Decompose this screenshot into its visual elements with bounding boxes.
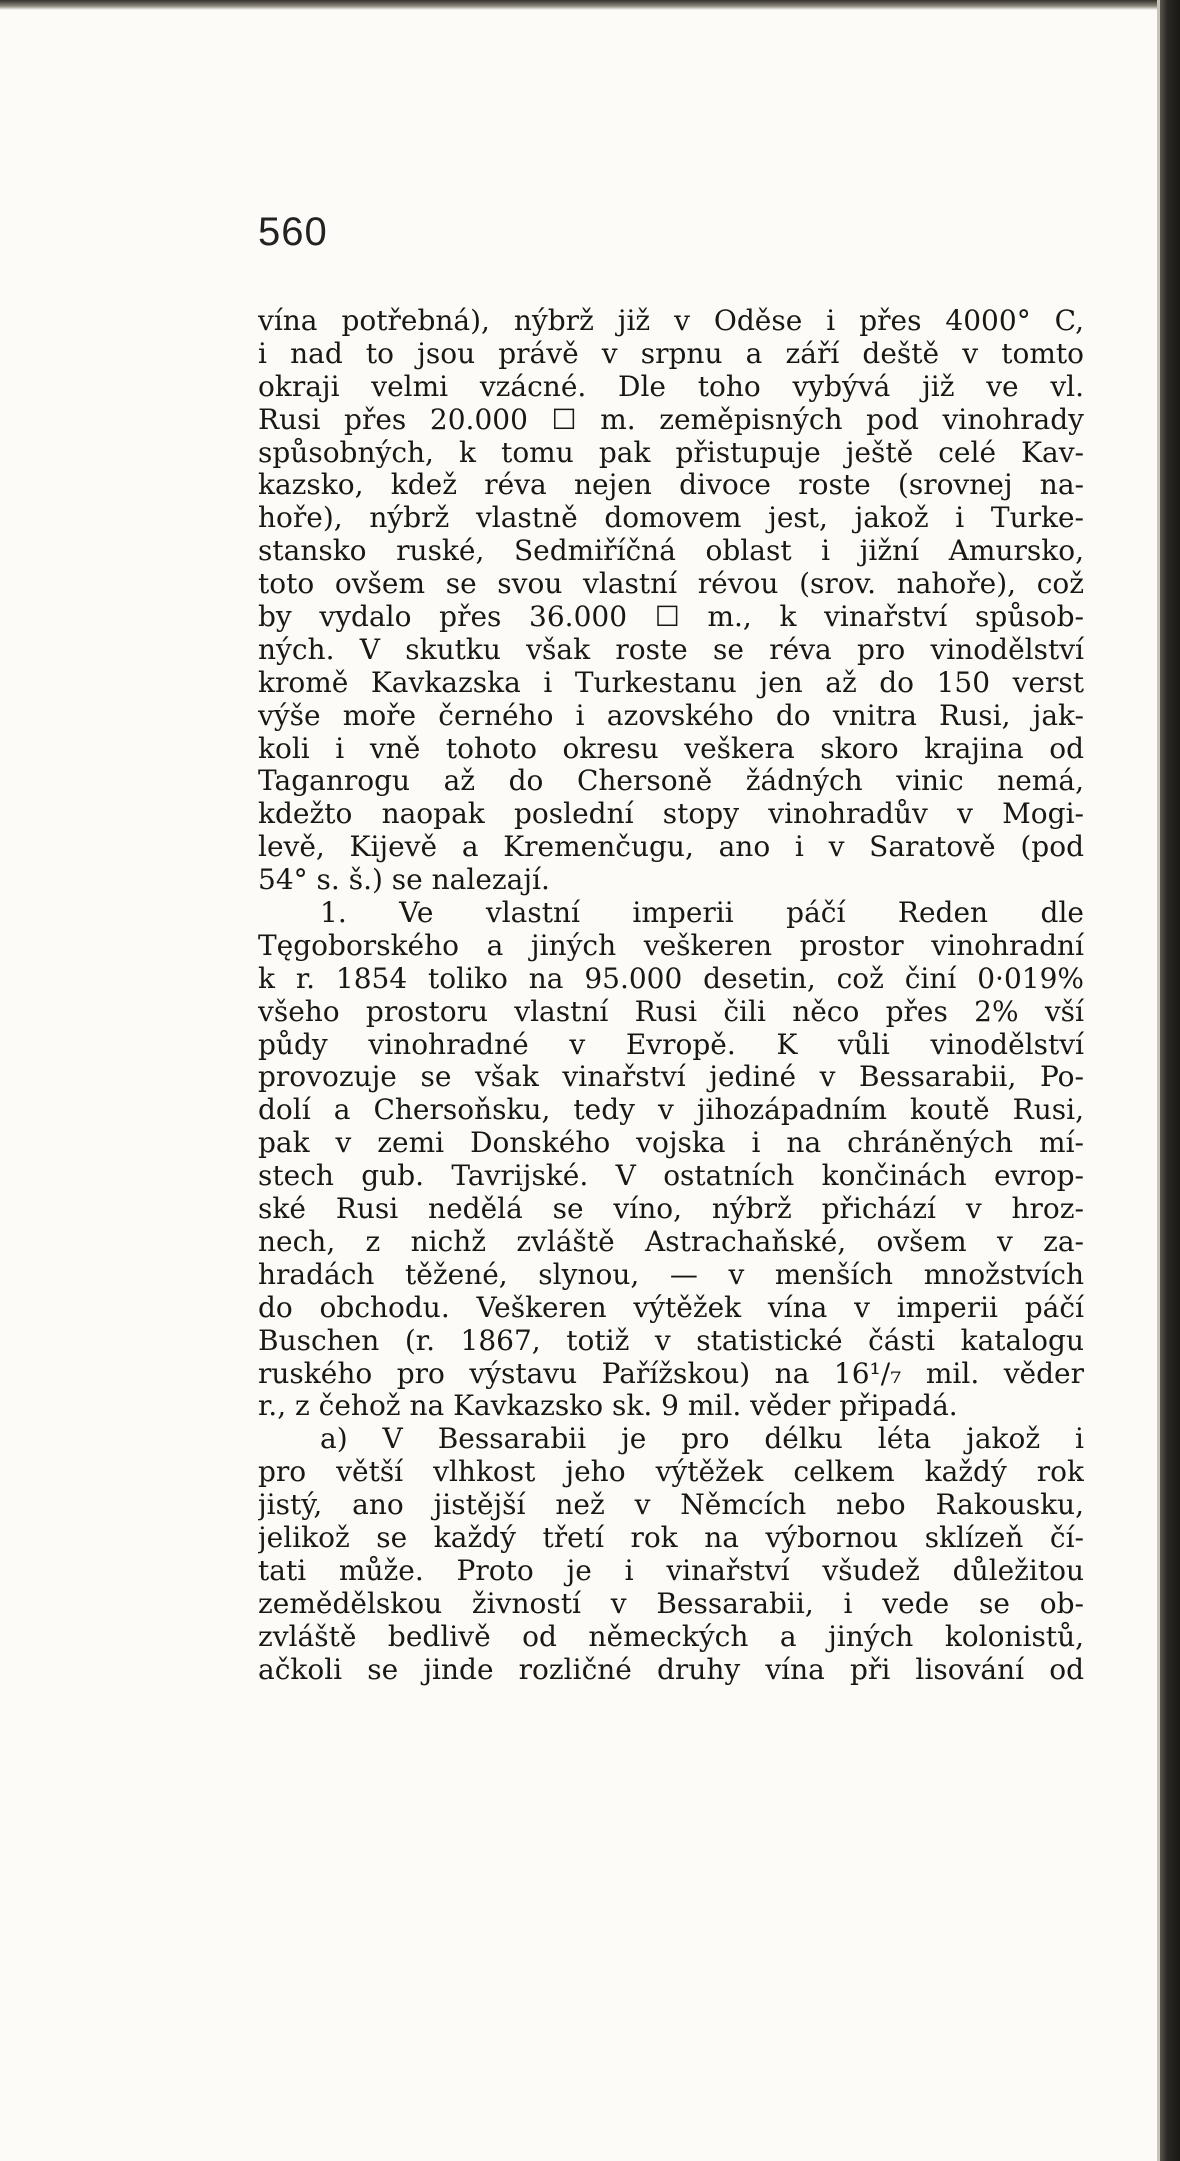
text-line: vína potřebná), nýbrž již v Oděse i přes 4000° C, bbox=[258, 305, 1084, 337]
text-line: spůsobných, k tomu pak přistupuje ještě celé Kav- bbox=[258, 436, 1084, 469]
text-line: jistý, ano jistější než v Němcích nebo Rakousku, bbox=[258, 1489, 1084, 1522]
section-heading-line: 1. Ve vlastní imperii páčí Reden dle bbox=[320, 897, 1084, 930]
text-line: stansko ruské, Sedmiříčná oblast i jižní Amursko, bbox=[258, 535, 1084, 568]
text-line: kazsko, kdež réva nejen divoce roste (srovnej na- bbox=[258, 469, 1084, 502]
text-line: toto ovšem se svou vlastní révou (srov. nahoře), což bbox=[258, 568, 1084, 601]
text-line: zvláště bedlivě od německých a jiných kolonistů, bbox=[258, 1620, 1084, 1653]
text-line: levě, Kijevě a Kremenčugu, ano i v Saratově (pod bbox=[258, 831, 1084, 864]
text-line: koli i vně tohoto okresu veškera skoro krajina od bbox=[258, 732, 1084, 765]
text-line: stech gub. Tavrijské. V ostatních končinách evrop- bbox=[258, 1160, 1084, 1193]
text-line: kromě Kavkazska i Turkestanu jen až do 150 verst bbox=[258, 666, 1084, 699]
text-line: půdy vinohradné v Evropě. K vůli vinodělství bbox=[258, 1028, 1084, 1061]
text-line: kdežto naopak poslední stopy vinohradův v Mogi- bbox=[258, 798, 1084, 831]
body-text bbox=[258, 305, 1084, 1686]
text-line: provozuje se však vinařství jediné v Bessarabii, Po- bbox=[258, 1061, 1084, 1094]
text-line: pak v zemi Donského vojska i na chráněných mí- bbox=[258, 1127, 1084, 1160]
book-binding bbox=[1160, 0, 1180, 2161]
section-heading-line: a) V Bessarabii je pro délku léta jakož i bbox=[320, 1423, 1084, 1456]
text-line: Buschen (r. 1867, totiž v statistické části katalogu bbox=[258, 1324, 1084, 1357]
text-line: tati může. Proto je i vinařství všudež důležitou bbox=[258, 1554, 1084, 1587]
text-line: Rusi přes 20.000 ☐ m. zeměpisných pod vinohrady bbox=[258, 403, 1084, 436]
text-line: zemědělskou živností v Bessarabii, i vede se ob- bbox=[258, 1587, 1084, 1620]
text-line: r., z čehož na Kavkazsko sk. 9 mil. věder připadá. bbox=[258, 1390, 958, 1423]
text-line: ruského pro výstavu Pařížskou) na 16¹/₇ mil. věder bbox=[258, 1357, 1084, 1390]
text-line: výše moře černého i azovského do vnitra Rusi, jak- bbox=[258, 699, 1084, 732]
text-line: ské Rusi nedělá se víno, nýbrž přichází v hroz- bbox=[258, 1193, 1084, 1226]
text-line: i nad to jsou právě v srpnu a září deště v tomto bbox=[258, 337, 1084, 370]
text-line: do obchodu. Veškeren výtěžek vína v imperii páčí bbox=[258, 1291, 1084, 1324]
text-line: dolí a Chersoňsku, tedy v jihozápadním koutě Rusi, bbox=[258, 1094, 1084, 1127]
text-line: k r. 1854 toliko na 95.000 desetin, což činí 0·019% bbox=[258, 962, 1084, 995]
page-top-edge bbox=[0, 0, 1180, 10]
text-line: pro větší vlhkost jeho výtěžek celkem každý rok bbox=[258, 1456, 1084, 1489]
text-line: Tęgoborského a jiných veškeren prostor vinohradní bbox=[258, 929, 1084, 962]
text-line: 54° s. š.) se nalezají. bbox=[258, 864, 550, 897]
text-line: nech, z nichž zvláště Astrachaňské, ovšem v za- bbox=[258, 1225, 1084, 1258]
text-line: by vydalo přes 36.000 ☐ m., k vinařství spůsob- bbox=[258, 601, 1084, 634]
text-line: jelikož se každý třetí rok na výbornou sklízeň čí- bbox=[258, 1521, 1084, 1554]
text-line: ačkoli se jinde rozličné druhy vína při lisování od bbox=[258, 1653, 1084, 1686]
page-number: 560 bbox=[258, 210, 328, 254]
text-line: hoře), nýbrž vlastně domovem jest, jakož i Turke- bbox=[258, 502, 1084, 535]
text-line: hradách těžené, slynou, — v menších množstvích bbox=[258, 1258, 1084, 1291]
text-line: ných. V skutku však roste se réva pro vinodělství bbox=[258, 633, 1084, 666]
text-line: všeho prostoru vlastní Rusi čili něco přes 2% vší bbox=[258, 995, 1084, 1028]
text-line: Taganrogu až do Chersoně žádných vinic nemá, bbox=[258, 765, 1084, 798]
text-line: okraji velmi vzácné. Dle toho vybývá již ve vl. bbox=[258, 370, 1084, 403]
